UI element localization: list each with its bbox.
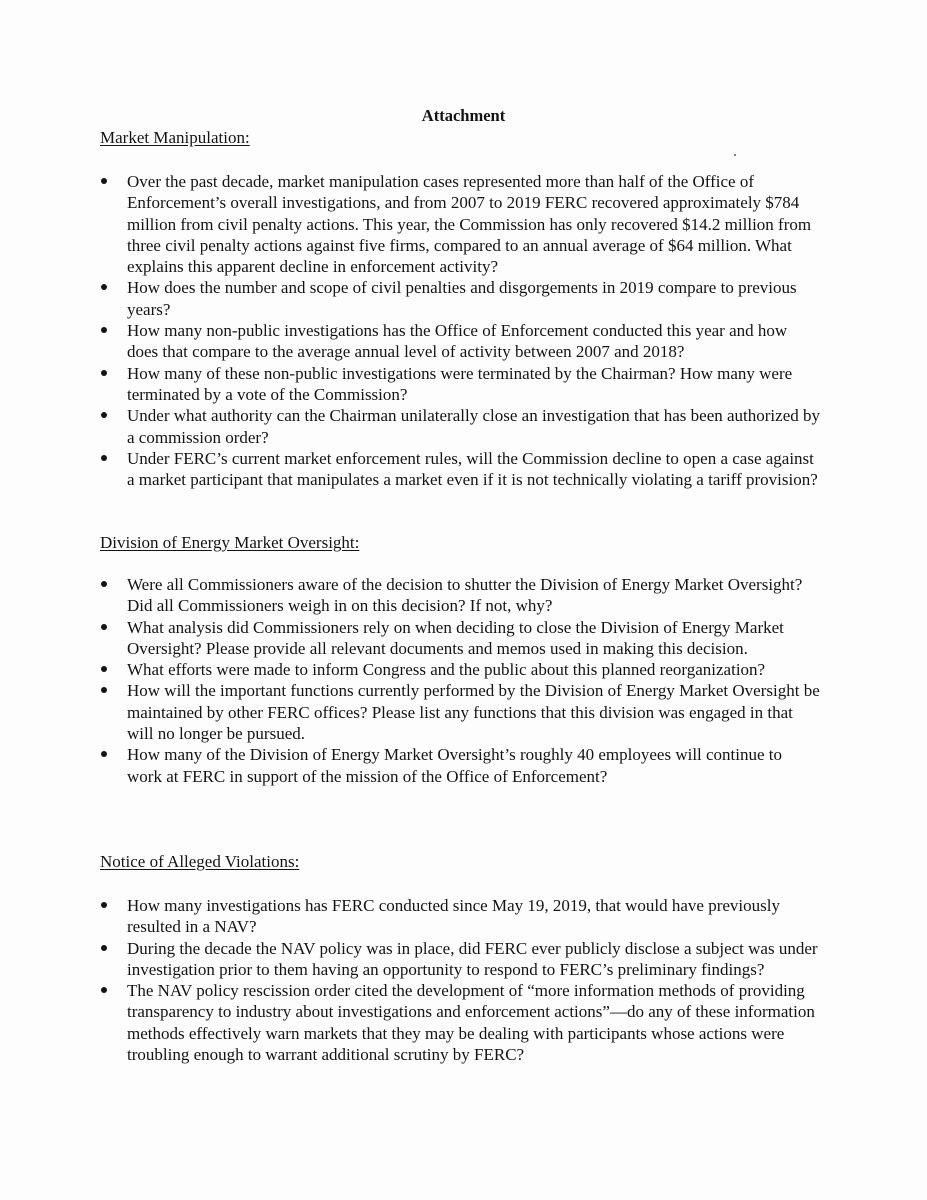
- question-text: Under FERC’s current market enforcement rules, will the Commission decline to open a case against a market participant that manipulates a market even if it is not technically violating a tariff provision?: [127, 448, 818, 490]
- question-text: Under what authority can the Chairman unilaterally close an investigation that has been authorized by a commission order?: [127, 406, 820, 447]
- question-text: How will the important functions currently performed by the Division of Energy Market Oversight be maintained by other FERC offices? Please list any functions that this division was engaged in that will no longer be pursued.: [127, 681, 820, 744]
- list-item: [100, 574, 820, 617]
- list-item: [100, 895, 820, 938]
- list-item: [100, 680, 820, 744]
- bullet-icon: [101, 581, 107, 587]
- bullet-icon: [101, 412, 107, 418]
- question-text: What efforts were made to inform Congress and the public about this planned reorganization?: [127, 660, 766, 680]
- document-title: Attachment: [421, 106, 506, 125]
- bullet-icon: [101, 624, 107, 630]
- question-text: How many non-public investigations has the Office of Enforcement conducted this year and how does that compare to the average annual level of activity between 2007 and 2018?: [127, 321, 788, 362]
- list-item: [100, 171, 820, 277]
- bullet-icon: [101, 687, 107, 693]
- bullet-icon: [101, 327, 107, 333]
- bullet-icon: [101, 284, 107, 290]
- bullet-icon: [101, 945, 107, 951]
- list-item: [100, 980, 820, 1065]
- bullet-icon: [101, 178, 107, 184]
- notice-of-alleged-violations-questions: [100, 895, 820, 1065]
- list-item: [100, 938, 820, 981]
- list-item: [100, 659, 820, 680]
- question-text: During the decade the NAV policy was in place, did FERC ever publicly disclose a subject was under investigation prior to them having an opportunity to respond to FERC’s preliminary findings?: [127, 938, 818, 979]
- question-text: How many of the Division of Energy Market Oversight’s roughly 40 employees will continue to work at FERC in support of the mission of the Office of Enforcement?: [127, 745, 783, 786]
- list-item: [100, 744, 820, 787]
- bullet-icon: [101, 987, 107, 993]
- list-item: [100, 617, 820, 660]
- section-heading-notice-of-alleged-violations: Notice of Alleged Violations:: [100, 852, 300, 871]
- energy-market-oversight-questions: [100, 574, 820, 787]
- list-item: [100, 405, 820, 448]
- scan-speck: [734, 154, 736, 156]
- question-text: Over the past decade, market manipulation cases represented more than half of the Office of Enforcement’s overall investigations, and from 2007 to 2019 FERC recovered approximately $784 million from civil penalty actions. This year, the Commission has only recovered $14.2 million from three civil penalty actions against five firms, compared to an annual average of $64 million. What explains this apparent decline in enforcement activity?: [127, 172, 812, 277]
- bullet-icon: [101, 902, 107, 908]
- list-item: [100, 320, 820, 363]
- market-manipulation-questions: [100, 171, 820, 490]
- question-text: What analysis did Commissioners rely on when deciding to close the Division of Energy Market Oversight? Please provide all relevant documents and memos used in making this decision.: [127, 617, 784, 658]
- question-text: The NAV policy rescission order cited the development of “more information methods of providing transparency to industry about investigations and enforcement actions”—do any of these information methods effectively warn markets that they may be dealing with participants whose actions were troubling enough to warrant additional scrutiny by FERC?: [127, 981, 815, 1065]
- bullet-icon: [101, 370, 107, 376]
- bullet-icon: [101, 666, 107, 672]
- question-text: Were all Commissioners aware of the decision to shutter the Division of Energy Market Oversight? Did all Commissioners weigh in on this decision? If not, why?: [127, 575, 803, 616]
- question-text: How many investigations has FERC conducted since May 19, 2019, that would have previously resulted in a NAV?: [127, 896, 780, 937]
- question-text: How does the number and scope of civil penalties and disgorgements in 2019 compare to previous years?: [127, 278, 797, 319]
- bullet-icon: [101, 751, 107, 757]
- section-heading-energy-market-oversight: Division of Energy Market Oversight:: [100, 533, 360, 552]
- list-item: [100, 277, 820, 320]
- bullet-icon: [101, 455, 107, 461]
- list-item: [100, 448, 820, 491]
- section-heading-market-manipulation: Market Manipulation:: [100, 128, 250, 147]
- list-item: [100, 363, 820, 406]
- question-text: How many of these non-public investigations were terminated by the Chairman? How many were terminated by a vote of the Commission?: [127, 363, 793, 404]
